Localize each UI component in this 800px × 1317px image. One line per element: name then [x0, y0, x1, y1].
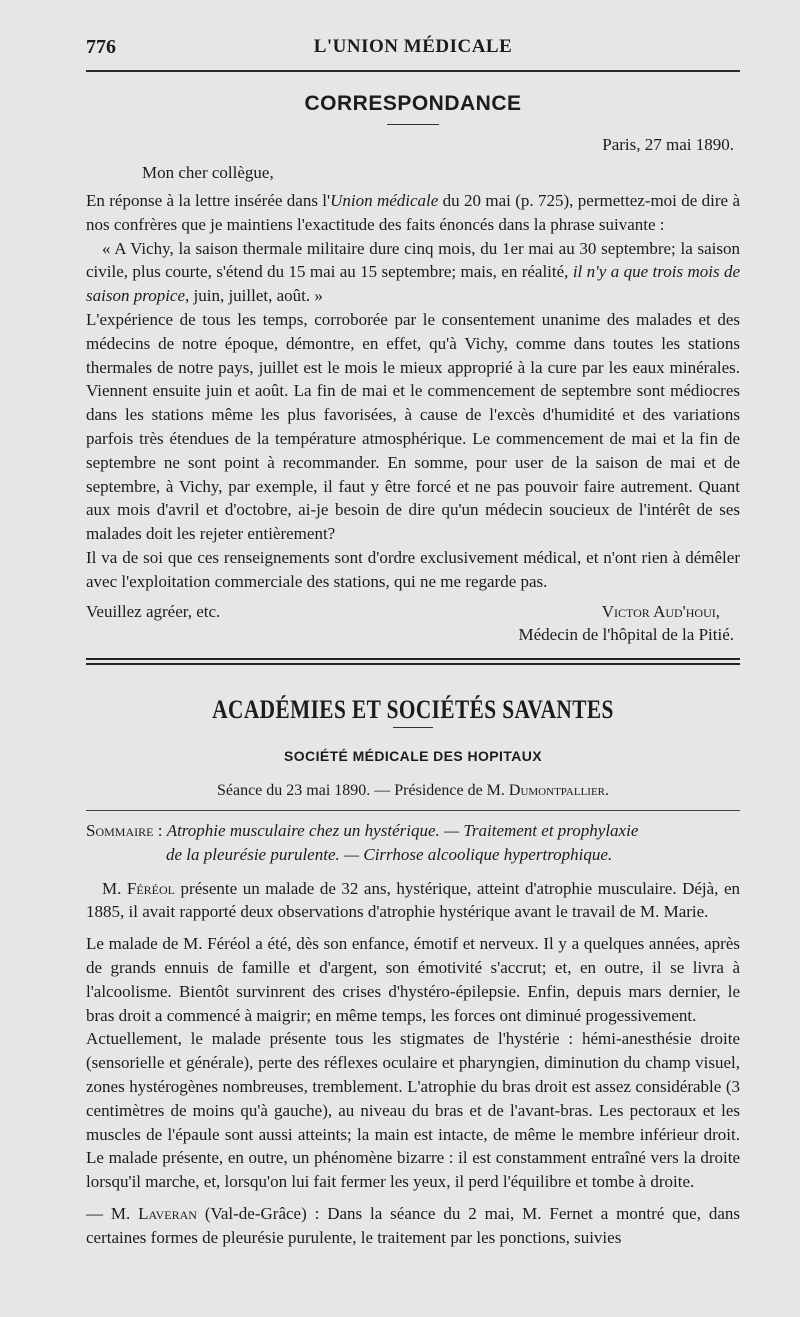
letter-paragraph-2: L'expérience de tous les temps, corroborée par le consentement unanime des malades et des médecins de notre époque, démontre, en effet, qu'à Vichy, comme dans toutes les stations thermales de notre pays, juillet est le mois le mieux approprié à la cure par les eaux minérales. Viennent ensuite juin et août. La fin de mai et le commencement de septembre sont médiocres dans les stations même les plus favorisées, à cause de l'excès d'humidité et des variations parfois très étendues de la température atmosphérique. Le commencement de mai et la fin de septembre ne sont point à recommander. En somme, pour user de la saison de mai et de septembre, à Vichy, par exemple, il faut y être forcé et ne pas pouvoir faire autrement. Quant aux mois d'avril et d'octobre, ai-je besoin de dire qu'un médecin soucieux de l'intérêt de ses malades doit les rejeter entièrement? [86, 309, 740, 544]
seance-paragraph-4: — M. Laveran (Val-de-Grâce) : Dans la séance du 2 mai, M. Fernet a montré que, dans certaines formes de pleurésie purulente, le traitement par les ponctions, suivies [86, 1203, 740, 1247]
title-underline [387, 124, 439, 125]
signer-title: Médecin de l'hôpital de la Pitié. [518, 624, 734, 644]
section-title: ACADÉMIES ET SOCIÉTÉS SAVANTES [212, 694, 614, 724]
letter-quote: « A Vichy, la saison thermale militaire dure cinq mois, du 1er mai au 30 septembre; la saison civile, plus courte, s'étend du 15 mai au 15 septembre; mais, en réalité, il n'y a que trois mois de saison propice, juin, juillet, août. » [86, 238, 740, 306]
section-double-rule [86, 658, 740, 665]
header-rule [86, 70, 740, 72]
journal-name-italic: Union médicale [330, 191, 439, 210]
seance-paragraph-1: M. Féréol présente un malade de 32 ans, hystérique, atteint d'atrophie musculaire. Déjà, en 1885, il avait rapporté deux observations d'atrophie hystérique avant le travail de M. Marie. [86, 878, 741, 922]
signer-name: Victor Aud'houi, [601, 601, 720, 621]
seance-body [86, 877, 740, 1250]
letter-signature [86, 600, 740, 624]
letter-dateline: Paris, 27 mai 1890. [602, 135, 734, 154]
page-header [86, 36, 740, 66]
journal-title: L'UNION MÉDICALE [313, 36, 513, 57]
seance-paragraph-2: Le malade de M. Féréol a été, dès son enfance, émotif et nerveux. Il y a quelques années, après de grands ennuis de famille et d'argent, son émotivité s'accrut; et, en outre, il se livra à l'alcoolisme. Bientôt survinrent des crises d'hystéro-épilepsie. Enfin, depuis mars dernier, le bras droit a commencé à maigrir; en même temps, les forces ont diminué progessivement. [86, 934, 740, 1025]
section-title-underline [393, 727, 433, 728]
letter-paragraph-1: En réponse à la lettre insérée dans l'Union médicale du 20 mai (p. 725), permettez-moi de dire à nos confrères que je maintiens l'exactitude des faits énoncés dans la phrase suivante : [86, 191, 740, 234]
sommaire: Sommaire : Atrophie musculaire chez un hystérique. — Traitement et prophylaxie de la pleurésie purulente. — Cirrhose alcoolique hypertrophique. [86, 819, 740, 867]
correspondance-title: CORRESPONDANCE [304, 92, 522, 115]
sommaire-label: Sommaire [86, 820, 154, 840]
sommaire-line-2: de la pleurésie purulente. — Cirrhose alcoolique hypertrophique. [166, 844, 613, 864]
seance-line: Séance du 23 mai 1890. — Présidence de M. Dumontpallier. [216, 781, 610, 799]
page-number: 776 [86, 36, 116, 58]
letter-paragraph-3: Il va de soi que ces renseignements sont d'ordre exclusivement médical, et n'ont rien à démêler avec l'exploitation commerciale des stations, qui ne me regarde pas. [86, 547, 740, 591]
letter-salutation: Mon cher collègue, [142, 163, 274, 182]
closing: Veuillez agréer, etc. [86, 601, 221, 621]
seance-paragraph-3: Actuellement, le malade présente tous les stigmates de l'hystérie : hémi-anesthésie droite (sensorielle et générale), perte des réflexes oculaire et pharyngien, diminution du champ visuel, zones hystérogènes nombreuses, tremblement. L'atrophie du bras droit est assez considérable (3 centimètres de moins qu'à gauche), au niveau du bras et de l'avant-bras. Les pectoraux et les muscles de l'épaule sont aussi atteints; la main est intacte, de même le membre inférieur droit. Le malade présente, en outre, un phénomène bizarre : il est constamment entraîné vers la droite lorsqu'il marche, et, lorsqu'on lui fait fermer les yeux, il perd l'équilibre et tombe à droite. [86, 1029, 740, 1192]
sommaire-line-1: Atrophie musculaire chez un hystérique. — Traitement et prophylaxie [166, 820, 639, 840]
society-title: SOCIÉTÉ MÉDICALE DES HOPITAUX [284, 747, 542, 764]
seance-rule [86, 810, 740, 811]
